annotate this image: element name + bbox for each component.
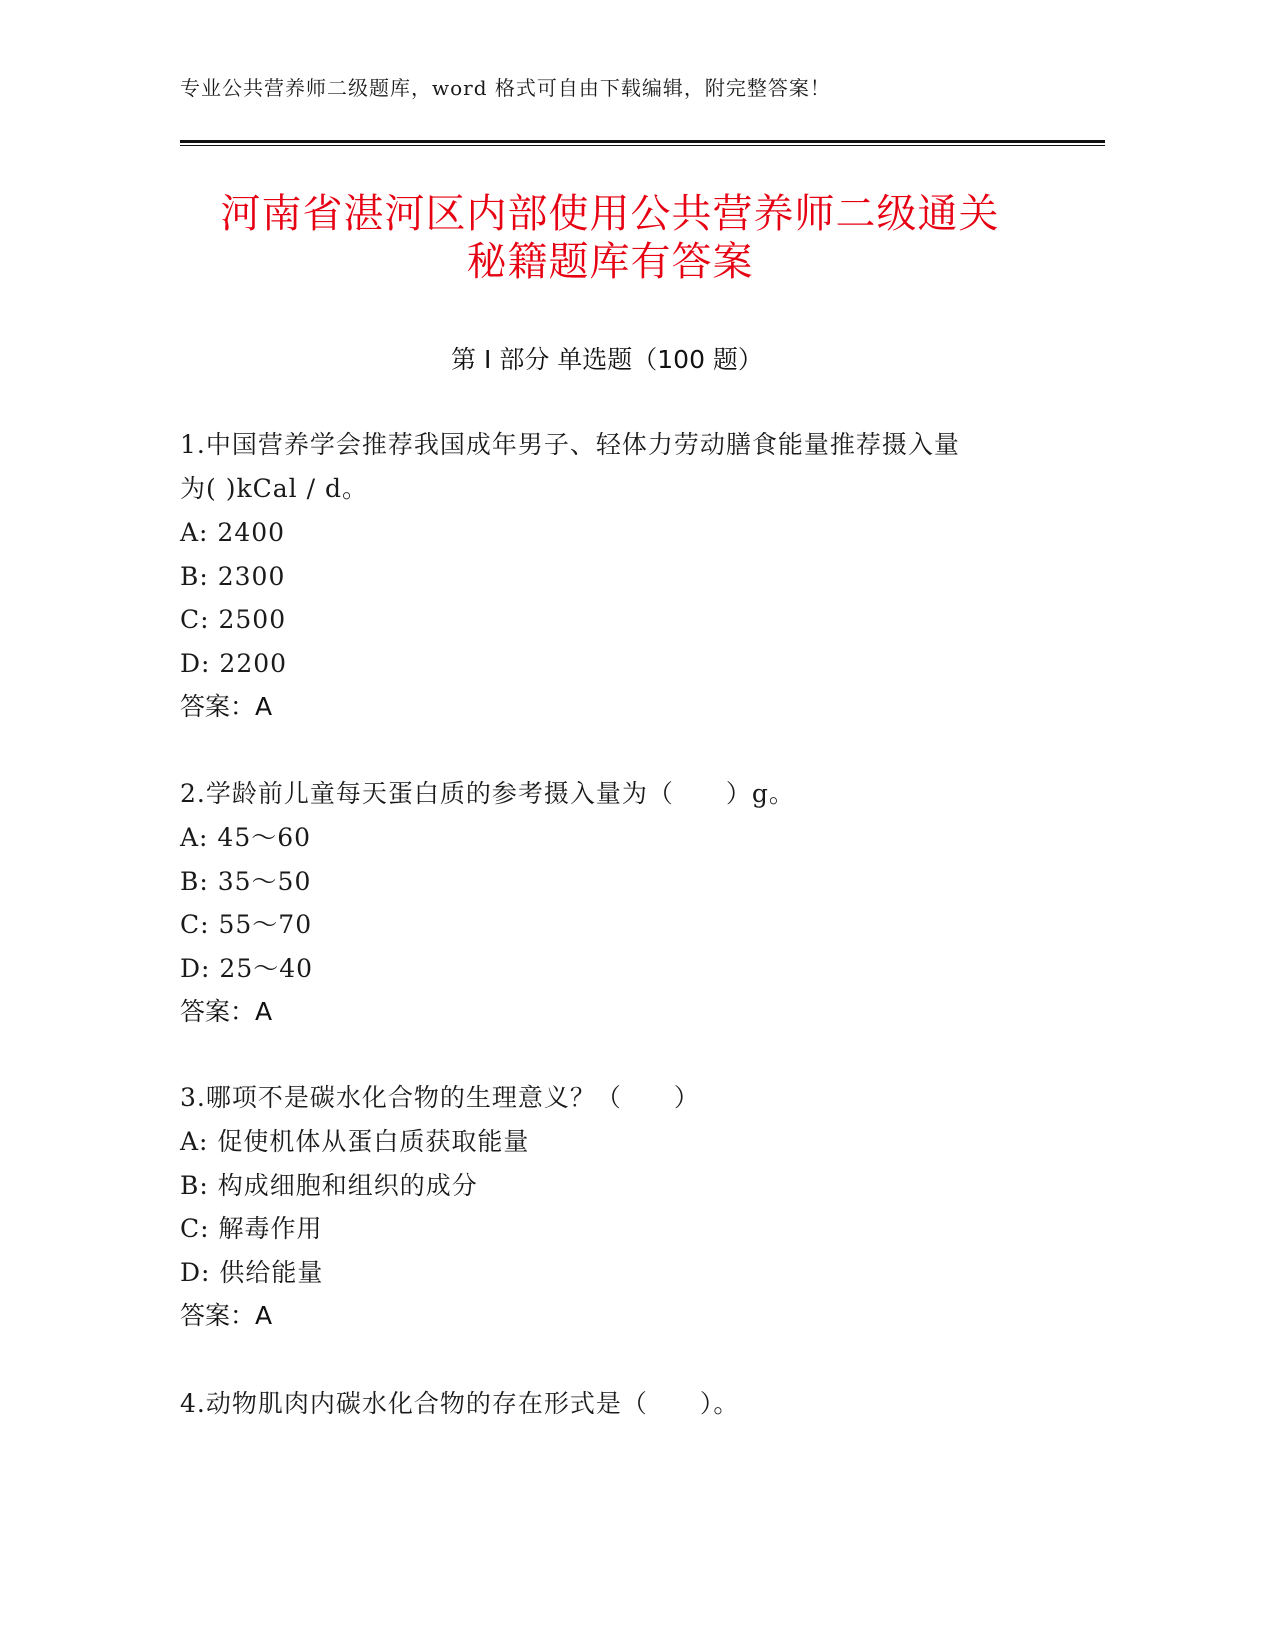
option-a: A: 2400 [180, 518, 286, 547]
question-1 [180, 423, 1040, 729]
header-note: 专业公共营养师二级题库，word 格式可自由下载编辑，附完整答案！ [180, 76, 831, 100]
option-d: D: 2200 [180, 648, 288, 678]
question-stem-line-1: 4.动物肌肉内碳水化合物的存在形式是（ ）。 [180, 1389, 740, 1418]
option-d: D: 供给能量 [180, 1257, 324, 1287]
option-a: A: 45～60 [180, 823, 312, 852]
option-c: C: 55～70 [180, 910, 313, 939]
option-a: A: 促使机体从蛋白质获取能量 [180, 1127, 530, 1156]
header-rule-thick [180, 140, 1105, 143]
question-stem-line-2: 为( )kCal / d。 [180, 474, 368, 503]
option-c: C: 2500 [180, 605, 287, 634]
option-c: C: 解毒作用 [180, 1214, 323, 1243]
document-title [160, 190, 1060, 286]
document-title-line-1: 河南省湛河区内部使用公共营养师二级通关 [220, 191, 1000, 237]
question-3 [180, 1076, 1040, 1338]
question-2 [180, 772, 1040, 1034]
question-stem-line-1: 1.中国营养学会推荐我国成年男子、轻体力劳动膳食能量推荐摄入量 [180, 430, 960, 459]
header-rule-thin [180, 145, 1105, 146]
option-b: B: 35～50 [180, 866, 312, 896]
answer: 答案：A [180, 692, 273, 721]
document-title-line-2: 秘籍题库有答案 [466, 239, 754, 285]
answer: 答案：A [180, 997, 273, 1026]
answer: 答案：A [180, 1301, 273, 1330]
option-b: B: 构成细胞和组织的成分 [180, 1170, 478, 1200]
option-b: B: 2300 [180, 561, 286, 591]
option-d: D: 25～40 [180, 953, 314, 983]
question-stem-line-1: 2.学龄前儿童每天蛋白质的参考摄入量为（ ）g。 [180, 779, 795, 808]
question-stem-line-1: 3.哪项不是碳水化合物的生理意义？（ ） [180, 1083, 700, 1112]
question-4 [180, 1382, 1040, 1426]
section-heading: 第 I 部分 单选题（100 题） [451, 345, 763, 374]
